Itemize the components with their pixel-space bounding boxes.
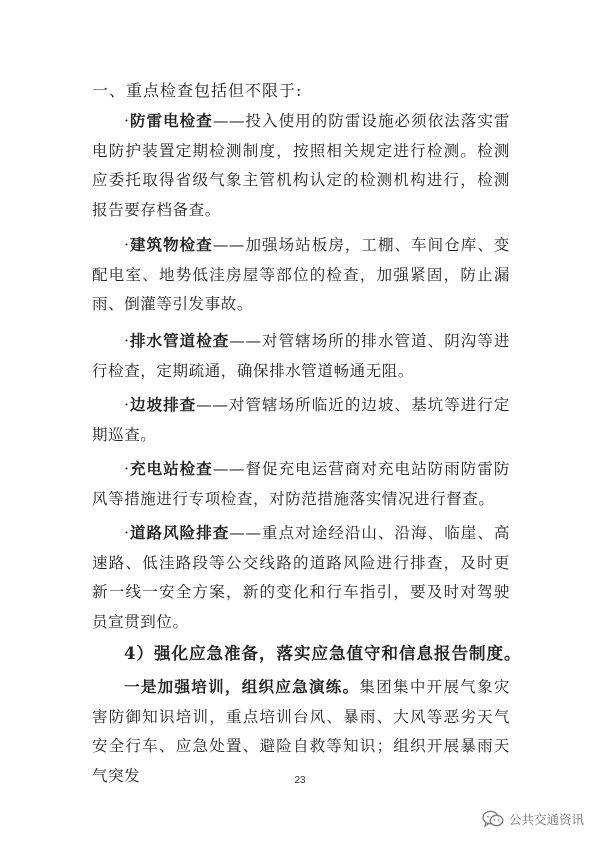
item-bullet: · [124,396,130,414]
item-dash: —— [196,396,229,414]
item-text: 加强场站板房，工棚、车间仓库、变配电室、地势低洼房屋等部位的检查，加强紧固，防止漏雨、倒灌等引发事故。 [92,236,510,313]
item-bullet: · [124,460,130,478]
list-heading: 一、重点检查包括但不限于: [92,81,303,100]
section-heading: 4）强化应急准备，落实应急值守和信息报告制度。 [124,644,522,663]
item-title: 边坡排查 [129,395,197,414]
item-title: 建筑物检查 [129,235,213,254]
check-item-slope [92,390,510,450]
item-text: 投入使用的防雷设施必须依法落实雷电防护装置定期检测制度，按照相关规定进行检测。检测应委托取得省级气象主管机构认定的检测机构进行，检测报告要存档备查。 [92,112,510,219]
item-text: 对管辖场所的排水管道、阴沟等进行检查，定期疏通，确保排水管道畅通无阻。 [92,332,510,380]
watermark [482,810,584,828]
item-text: 重点对途经沿山、沿海、临崖、高速路、低洼路段等公交线路的道路风险进行排查，及时更新一线一安全方案，新的变化和行车指引，要及时对驾驶员宣贯到位。 [92,524,510,631]
item-title: 排水管道检查 [129,331,230,350]
wechat-icon [482,810,504,828]
item-dash: —— [212,236,246,254]
item-dash: —— [212,460,246,478]
item-dash: —— [229,332,262,350]
paragraph-lead: 一是加强培训，组织应急演练。 [124,677,360,696]
item-bullet: · [124,524,130,542]
check-item-lightning [92,106,510,225]
body-paragraph [92,672,510,791]
item-title: 充电站检查 [129,459,213,478]
item-dash: —— [212,112,246,130]
item-title: 道路风险排查 [129,523,230,542]
item-bullet: · [124,236,130,254]
check-item-building [92,230,510,320]
item-text: 督促充电运营商对充电站防雨防雷防风等措施进行专项检查，对防范措施落实情况进行督查。 [92,460,510,508]
item-title: 防雷电检查 [129,111,213,130]
watermark-text: 公共交通资讯 [508,812,584,827]
page-number: 23 [294,775,306,786]
item-bullet: · [124,112,130,130]
paragraph-text: 集团集中开展气象灾害防御知识培训，重点培训台风、暴雨、大风等恶劣天气安全行车、应急处置、避险自救等知识；组织开展暴雨天气突发 [92,678,510,785]
check-item-drainage [92,326,510,386]
check-item-charging-station [92,454,510,514]
item-text: 对管辖场所临近的边坡、基坑等进行定期巡查。 [92,396,511,444]
item-bullet: · [124,332,130,350]
item-dash: —— [229,524,262,542]
check-item-road-risk [92,518,510,637]
